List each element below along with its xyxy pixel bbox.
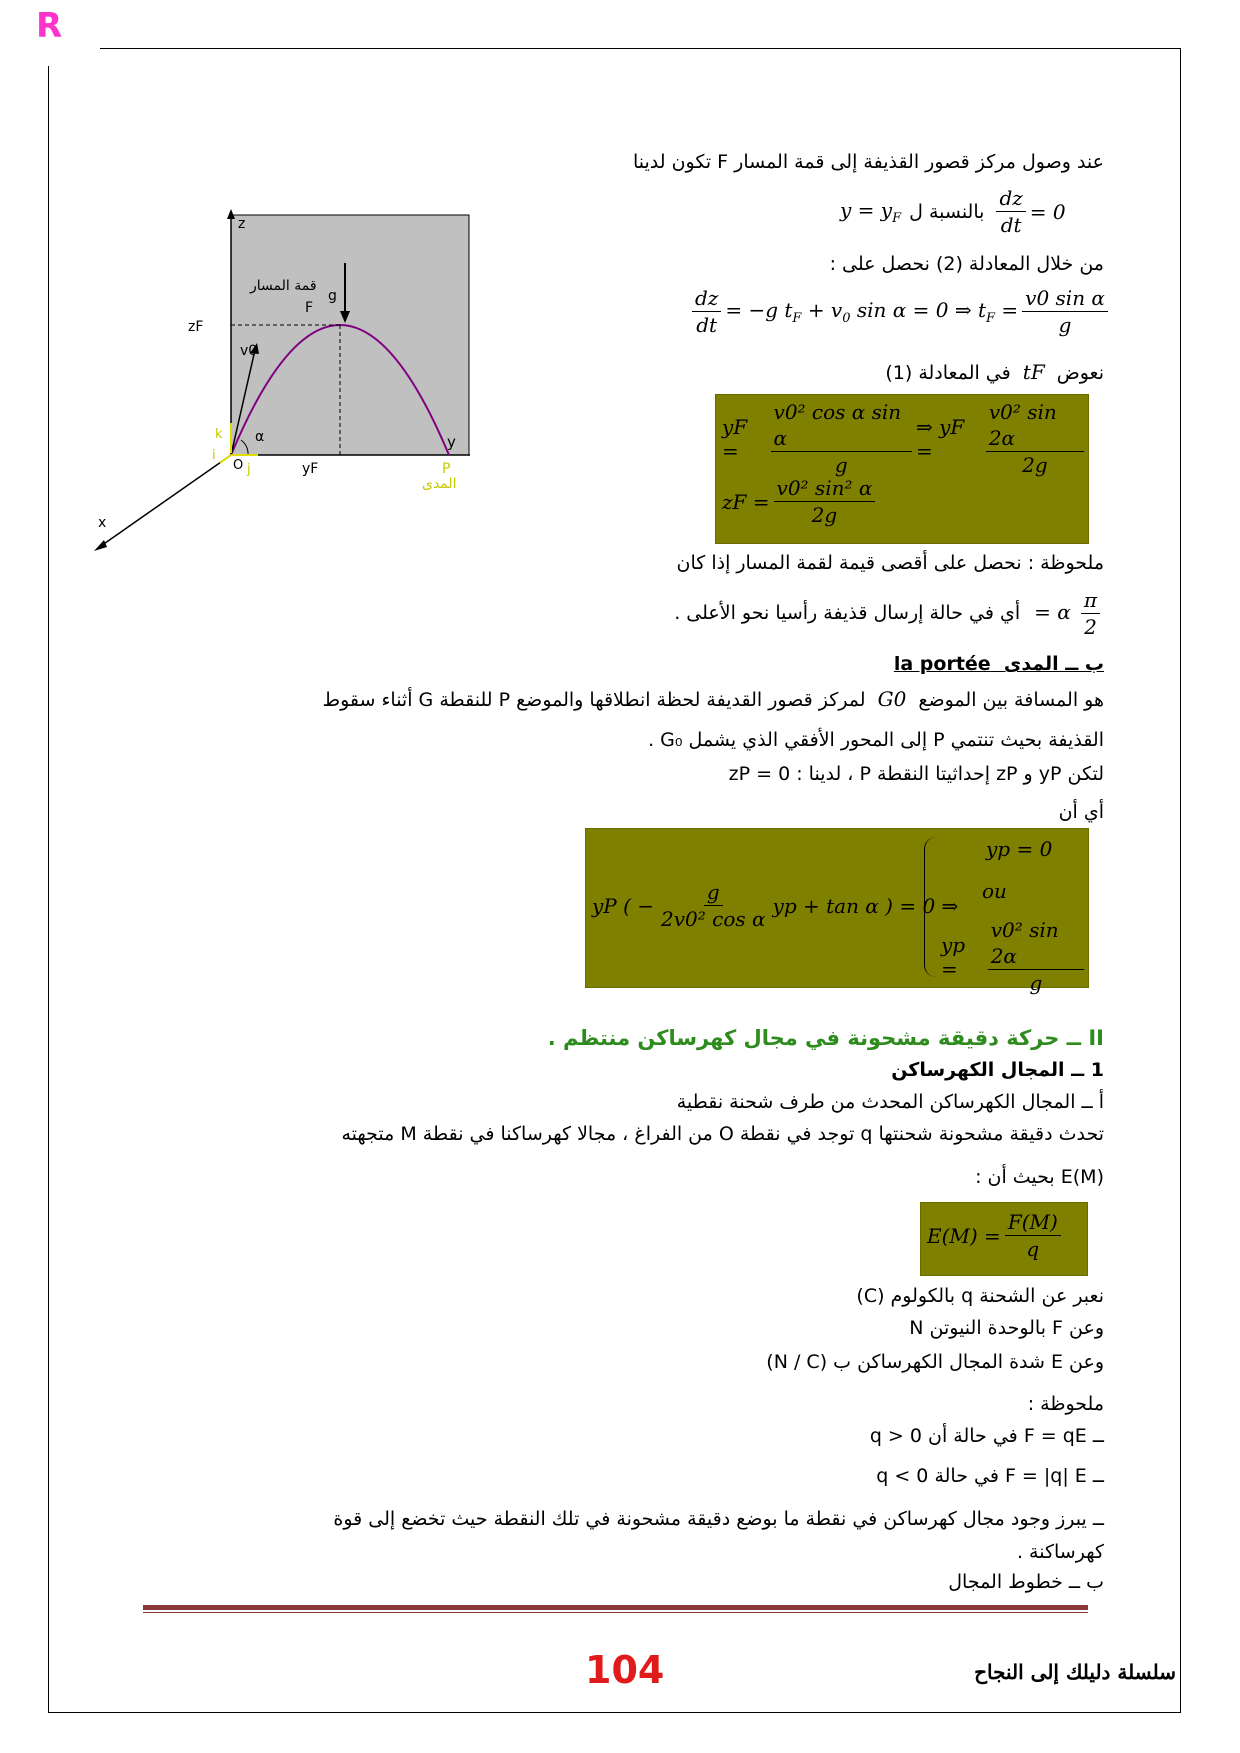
e-line-12: ب ــ خطوط المجال bbox=[948, 1571, 1104, 1593]
axis-x-label: x bbox=[98, 515, 107, 531]
e-line-2: تحدث دقيقة مشحونة شحنتها q توجد في نقطة O من الفراغ ، مجالا كهرساكنا في نقطة M متجهته bbox=[341, 1123, 1104, 1145]
e-line-4: نعبر عن الشحنة q بالكولوم (C) bbox=[856, 1285, 1104, 1307]
range-label: المدى bbox=[422, 476, 457, 492]
footer-series: سلسلة دليلك إلى النجاح bbox=[974, 1660, 1176, 1684]
paragraph-range-1: هو المسافة بين الموضع G0 لمركز قصور القديفة لحظة انطلاقها والموضع P للنقطة G أثناء سقوط bbox=[322, 687, 1104, 711]
section-1-heading: 1 ــ المجال الكهرساكن bbox=[891, 1059, 1104, 1081]
e-line-7: ملحوظة : bbox=[1027, 1393, 1104, 1415]
point-F-label: F bbox=[305, 300, 314, 316]
paragraph-range-2: القذيفة بحيث تنتمي P إلى المحور الأفقي الذي يشمل G₀ . bbox=[648, 729, 1104, 751]
note-1b: $\frac{\pi}{2}$ α = أي في حالة إرسال قذيفة رأسيا نحو الأعلى . bbox=[674, 587, 1104, 640]
origin-label: O bbox=[233, 458, 244, 473]
formula-box-range: yP ( − $\frac{g}{\text{2v0² cos α}}$ yp + tan α ) = 0 ⇒ yp = 0 ou yp = $\frac{\text{v0² sin 2α}}{g}$ bbox=[585, 828, 1089, 988]
e-line-6: وعن E شدة المجال الكهرساكن ب (N / C) bbox=[766, 1351, 1104, 1373]
footer-line-thin bbox=[143, 1612, 1088, 1613]
top-rule bbox=[100, 48, 1180, 49]
e-line-3: E(M) بحيث أن : bbox=[975, 1166, 1104, 1188]
note-1: ملحوظة : نحصل على أقصى قيمة لقمة المسار إذا كان bbox=[676, 552, 1104, 574]
paragraph-range-3: لتكن yP و zP إحداثيتا النقطة P ، لدينا : zP = 0 bbox=[728, 763, 1104, 785]
e-line-1: أ ــ المجال الكهرساكن المحدث من طرف شحنة نقطية bbox=[676, 1091, 1104, 1113]
right-rule bbox=[1180, 48, 1181, 1712]
logo: R bbox=[36, 6, 63, 46]
vector-j-label: j bbox=[247, 462, 251, 477]
alpha-label: α bbox=[255, 429, 265, 445]
paragraph-range-4: أي أن bbox=[1058, 801, 1104, 823]
axis-y-label: y bbox=[447, 433, 456, 451]
e-line-5: وعن F بالوحدة النيوتن N bbox=[909, 1317, 1104, 1339]
formula-box-summit: yF = $\frac{\text{v0² cos α sin α}}{g}$ ⇒ yF = $\frac{\text{v0² sin 2α}}{2g}$ zF = $\frac{\text{v0² sin² α}}{2g}$ bbox=[715, 394, 1089, 544]
left-rule bbox=[48, 66, 49, 1712]
equation-tF: $\frac{dz}{dt}$ = −g $t_F + v_0$ sin α = 0 ⇒ $t_F$ = $\frac{\text{v0 sin α}}{g}$ bbox=[688, 285, 1112, 338]
e-line-8: ــ F = qE في حالة أن q > 0 bbox=[869, 1425, 1104, 1447]
e-line-9: ــ F = |q| E في حالة q < 0 bbox=[876, 1465, 1104, 1487]
page-number: 104 bbox=[585, 1648, 665, 1692]
text-line-3: من خلال المعادلة (2) نحصل على : bbox=[829, 253, 1104, 275]
condition-dz-zero: $y = y_F$ بالنسبة ل $\frac{dz}{dt}$ = 0 bbox=[840, 186, 1066, 237]
bottom-rule bbox=[48, 1712, 1181, 1713]
zF-label: zF bbox=[188, 319, 204, 335]
yF-label: yF bbox=[302, 461, 319, 477]
axis-z-label: z bbox=[238, 216, 246, 232]
vector-v0-label: v0 bbox=[240, 343, 258, 359]
trajectory-diagram bbox=[90, 205, 490, 565]
vector-i-label: i bbox=[212, 448, 216, 463]
text-line-5: نعوض tF في المعادلة (1) bbox=[885, 360, 1104, 384]
e-line-11: كهرساكنة . bbox=[1016, 1541, 1104, 1563]
vector-k-label: k bbox=[215, 427, 223, 442]
footer-line bbox=[143, 1605, 1088, 1610]
summit-label: قمة المسار bbox=[250, 278, 317, 294]
e-line-10: ــ يبرز وجود مجال كهرساكن في نقطة ما بوضع دقيقة مشحونة في تلك النقطة حيث تخضع إلى قوة bbox=[333, 1508, 1104, 1530]
point-P-label: P bbox=[442, 461, 451, 477]
vector-g-label: g bbox=[328, 288, 337, 304]
text-line-1: عند وصول مركز قصور القذيفة إلى قمة المسار F تكون لدينا bbox=[632, 151, 1104, 173]
formula-box-field: E(M) = $\frac{F(M)}{q}$ bbox=[920, 1202, 1088, 1276]
section-II-heading: II ــ حركة دقيقة مشحونة في مجال كهرساكن منتظم . bbox=[547, 1026, 1104, 1050]
section-b-title: ب ــ المدى la portée bbox=[893, 653, 1104, 675]
